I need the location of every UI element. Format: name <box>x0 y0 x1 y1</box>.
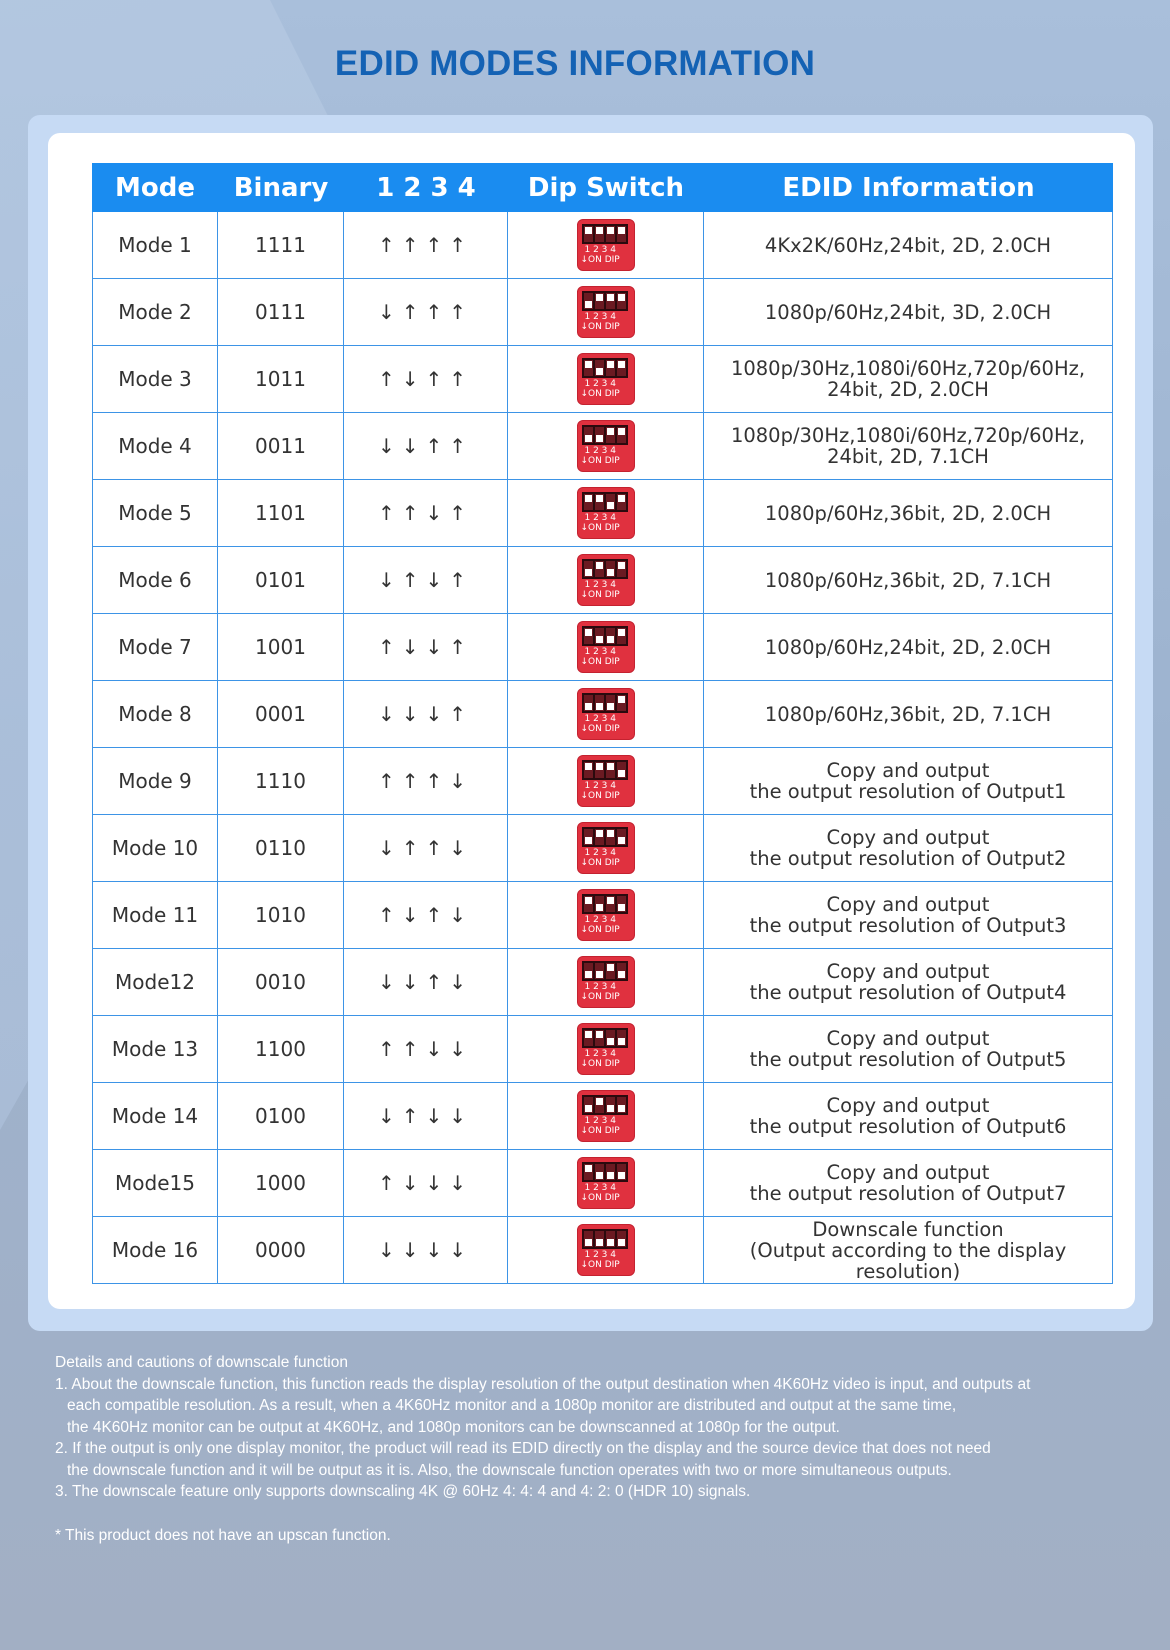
arrows-cell <box>344 212 508 279</box>
dip-switch-icon <box>577 1224 635 1276</box>
mode-cell: Mode 4 <box>92 413 218 480</box>
binary-cell: 0110 <box>218 815 344 882</box>
edid-info-cell <box>704 949 1113 1016</box>
arrows-cell <box>344 949 508 1016</box>
edid-info-cell <box>704 1150 1113 1217</box>
binary-cell: 1010 <box>218 882 344 949</box>
notes-line: 1. About the downscale function, this function reads the display resolution of the output destination when 4K60Hz video is input, and outputs at <box>55 1375 1031 1393</box>
mode-cell: Mode12 <box>92 949 218 1016</box>
switch-arrows: ↓↓↑↓ <box>377 970 474 994</box>
dip-switch-label: 1 2 3 4 ↓ON DIP <box>580 446 620 466</box>
dip-switch-icon <box>577 956 635 1008</box>
binary-cell: 1100 <box>218 1016 344 1083</box>
dip-switch-icon <box>577 1090 635 1142</box>
edid-info-line: Copy and output <box>826 759 990 782</box>
edid-info-line: 24bit, 2D, 2.0CH <box>827 378 989 401</box>
edid-info-line: 1080p/60Hz,36bit, 2D, 7.1CH <box>764 702 1052 726</box>
notes-line: the 4K60Hz monitor can be output at 4K60Hz, and 1080p monitors can be downscanned at 1080p for the output. <box>67 1418 840 1436</box>
dip-switch-label: 1 2 3 4 ↓ON DIP <box>580 1250 620 1270</box>
table-row <box>92 815 1113 882</box>
dip-switch-cell <box>508 614 704 681</box>
dip-switch-cell <box>508 547 704 614</box>
edid-info-line: the output resolution of Output1 <box>749 780 1067 803</box>
table-row <box>92 346 1113 413</box>
switch-arrows: ↓↑↑↑ <box>377 300 474 324</box>
notes-footnote: * This product does not have an upscan function. <box>55 1526 391 1544</box>
mode-cell: Mode 16 <box>92 1217 218 1284</box>
notes-heading: Details and cautions of downscale function <box>55 1354 348 1371</box>
edid-info-cell <box>704 547 1113 614</box>
mode-cell: Mode 10 <box>92 815 218 882</box>
edid-info-line: Copy and output <box>826 826 990 849</box>
dip-switch-icon <box>577 621 635 673</box>
table-body <box>92 212 1113 1284</box>
edid-info-cell <box>704 346 1113 413</box>
page-title: EDID MODES INFORMATION <box>334 44 816 83</box>
binary-cell: 0000 <box>218 1217 344 1284</box>
notes-line: 2. If the output is only one display monitor, the product will read its EDID directly on the display and the source device that does not need <box>55 1440 991 1457</box>
header-dip-switch: Dip Switch <box>527 172 685 203</box>
header-mode: Mode <box>115 172 195 203</box>
notes-line: each compatible resolution. As a result, when a 4K60Hz monitor and a 1080p monitor are distributed and output at the same time, <box>67 1397 957 1414</box>
dip-switch-cell <box>508 413 704 480</box>
dip-switch-label: 1 2 3 4 ↓ON DIP <box>580 379 620 399</box>
dip-switch-cell <box>508 1217 704 1284</box>
arrows-cell <box>344 480 508 547</box>
arrows-cell <box>344 614 508 681</box>
switch-arrows: ↑↓↑↑ <box>377 367 474 391</box>
dip-switch-label: 1 2 3 4 ↓ON DIP <box>580 982 620 1002</box>
edid-info-line: the output resolution of Output2 <box>749 847 1067 870</box>
dip-switch-label: 1 2 3 4 ↓ON DIP <box>580 312 620 332</box>
binary-cell: 1111 <box>218 212 344 279</box>
arrows-cell <box>344 1016 508 1083</box>
header-edid-information: EDID Information <box>782 172 1035 203</box>
dip-switch-icon <box>577 487 635 539</box>
edid-info-line: Copy and output <box>826 1027 990 1050</box>
mode-cell: Mode 11 <box>92 882 218 949</box>
dip-switch-cell <box>508 279 704 346</box>
dip-switch-label: 1 2 3 4 ↓ON DIP <box>580 580 620 600</box>
edid-info-line: the output resolution of Output3 <box>749 914 1067 937</box>
edid-info-line: Copy and output <box>826 1161 990 1184</box>
notes-list <box>55 1374 1135 1503</box>
table-row <box>92 279 1113 346</box>
binary-cell: 0111 <box>218 279 344 346</box>
edid-info-cell <box>704 1083 1113 1150</box>
dip-switch-label: 1 2 3 4 ↓ON DIP <box>580 781 620 801</box>
edid-info-line: 1080p/60Hz,36bit, 2D, 2.0CH <box>764 501 1052 525</box>
mode-cell: Mode 6 <box>92 547 218 614</box>
arrows-cell <box>344 815 508 882</box>
table-row <box>92 1217 1113 1284</box>
switch-arrows: ↓↑↑↓ <box>377 836 474 860</box>
dip-switch-label: 1 2 3 4 ↓ON DIP <box>580 714 620 734</box>
arrows-cell <box>344 346 508 413</box>
dip-switch-cell <box>508 212 704 279</box>
edid-info-line: 1080p/60Hz,24bit, 3D, 2.0CH <box>764 300 1052 324</box>
table-row <box>92 882 1113 949</box>
switch-arrows: ↓↓↑↑ <box>377 434 474 458</box>
mode-cell: Mode 7 <box>92 614 218 681</box>
arrows-cell <box>344 1217 508 1284</box>
switch-arrows: ↑↓↑↓ <box>377 903 474 927</box>
switch-arrows: ↓↓↓↑ <box>377 702 474 726</box>
arrows-cell <box>344 681 508 748</box>
edid-info-cell <box>704 413 1113 480</box>
dip-switch-cell <box>508 681 704 748</box>
edid-info-line: Copy and output <box>826 1094 990 1117</box>
dip-switch-cell <box>508 748 704 815</box>
table-row <box>92 949 1113 1016</box>
binary-cell: 0011 <box>218 413 344 480</box>
arrows-cell <box>344 1083 508 1150</box>
notes-line: the downscale function and it will be output as it is. Also, the downscale function operates with two or more simultaneous outputs. <box>67 1461 952 1479</box>
binary-cell: 1101 <box>218 480 344 547</box>
edid-info-cell <box>704 480 1113 547</box>
arrows-cell <box>344 748 508 815</box>
notes-line: 3. The downscale feature only supports downscaling 4K @ 60Hz 4: 4: 4 and 4: 2: 0 (HDR 10) signals. <box>55 1483 751 1500</box>
dip-switch-cell <box>508 1083 704 1150</box>
mode-cell: Mode 3 <box>92 346 218 413</box>
dip-switch-label: 1 2 3 4 ↓ON DIP <box>580 647 620 667</box>
mode-cell: Mode 5 <box>92 480 218 547</box>
binary-cell: 1011 <box>218 346 344 413</box>
edid-info-line: Copy and output <box>826 960 990 983</box>
table-row <box>92 748 1113 815</box>
table-row <box>92 1016 1113 1083</box>
switch-arrows: ↑↓↓↓ <box>377 1171 474 1195</box>
table-row <box>92 212 1113 279</box>
edid-info-line: the output resolution of Output6 <box>749 1115 1067 1138</box>
arrows-cell <box>344 547 508 614</box>
dip-switch-icon <box>577 1157 635 1209</box>
arrows-cell <box>344 279 508 346</box>
dip-switch-cell <box>508 1016 704 1083</box>
edid-info-cell <box>704 1016 1113 1083</box>
dip-switch-label: 1 2 3 4 ↓ON DIP <box>580 1116 620 1136</box>
edid-info-line: the output resolution of Output5 <box>749 1048 1067 1071</box>
switch-arrows: ↑↓↓↑ <box>377 635 474 659</box>
table-row <box>92 614 1113 681</box>
dip-switch-icon <box>577 889 635 941</box>
edid-info-cell <box>704 815 1113 882</box>
binary-cell: 1001 <box>218 614 344 681</box>
switch-arrows: ↑↑↑↓ <box>377 769 474 793</box>
table-row <box>92 480 1113 547</box>
header-binary: Binary <box>233 172 329 203</box>
edid-info-line: the output resolution of Output4 <box>749 981 1067 1004</box>
binary-cell: 0101 <box>218 547 344 614</box>
dip-switch-icon <box>577 822 635 874</box>
arrows-cell <box>344 413 508 480</box>
switch-arrows: ↑↑↑↑ <box>377 233 474 257</box>
switch-arrows: ↓↓↓↓ <box>377 1238 474 1262</box>
table-row <box>92 547 1113 614</box>
edid-info-line: 24bit, 2D, 7.1CH <box>827 445 989 468</box>
switch-arrows: ↓↑↓↑ <box>377 568 474 592</box>
switch-arrows: ↑↑↓↓ <box>377 1037 474 1061</box>
switch-arrows: ↓↑↓↓ <box>377 1104 474 1128</box>
mode-cell: Mode15 <box>92 1150 218 1217</box>
arrows-cell <box>344 1150 508 1217</box>
table-row <box>92 681 1113 748</box>
edid-info-line: 1080p/30Hz,1080i/60Hz,720p/60Hz, <box>730 357 1086 380</box>
dip-switch-icon <box>577 688 635 740</box>
binary-cell: 1110 <box>218 748 344 815</box>
edid-modes-table <box>92 163 1113 1284</box>
dip-switch-label: 1 2 3 4 ↓ON DIP <box>580 915 620 935</box>
edid-info-cell <box>704 279 1113 346</box>
dip-switch-icon <box>577 286 635 338</box>
dip-switch-icon <box>577 420 635 472</box>
edid-info-cell <box>704 614 1113 681</box>
dip-switch-label: 1 2 3 4 ↓ON DIP <box>580 1049 620 1069</box>
edid-info-line: 1080p/60Hz,24bit, 2D, 2.0CH <box>764 635 1052 659</box>
edid-info-line: 4Kx2K/60Hz,24bit, 2D, 2.0CH <box>764 233 1052 257</box>
dip-switch-label: 1 2 3 4 ↓ON DIP <box>580 513 620 533</box>
edid-info-line: Downscale function <box>812 1217 1004 1241</box>
dip-switch-label: 1 2 3 4 ↓ON DIP <box>580 848 620 868</box>
edid-info-cell <box>704 212 1113 279</box>
dip-switch-cell <box>508 480 704 547</box>
table-row <box>92 1150 1113 1217</box>
header-switch-numbers: 1 2 3 4 <box>376 172 476 203</box>
edid-info-line: 1080p/30Hz,1080i/60Hz,720p/60Hz, <box>730 424 1086 447</box>
dip-switch-cell <box>508 949 704 1016</box>
arrows-cell <box>344 882 508 949</box>
edid-info-line: 1080p/60Hz,36bit, 2D, 7.1CH <box>764 568 1052 592</box>
binary-cell: 0001 <box>218 681 344 748</box>
dip-switch-label: 1 2 3 4 ↓ON DIP <box>580 245 620 265</box>
mode-cell: Mode 8 <box>92 681 218 748</box>
edid-info-line: Copy and output <box>826 893 990 916</box>
dip-switch-cell <box>508 346 704 413</box>
mode-cell: Mode 14 <box>92 1083 218 1150</box>
dip-switch-label: 1 2 3 4 ↓ON DIP <box>580 1183 620 1203</box>
table-row <box>92 1083 1113 1150</box>
dip-switch-icon <box>577 353 635 405</box>
mode-cell: Mode 13 <box>92 1016 218 1083</box>
binary-cell: 0100 <box>218 1083 344 1150</box>
mode-cell: Mode 1 <box>92 212 218 279</box>
edid-info-cell <box>704 681 1113 748</box>
mode-cell: Mode 2 <box>92 279 218 346</box>
mode-cell: Mode 9 <box>92 748 218 815</box>
binary-cell: 0010 <box>218 949 344 1016</box>
edid-info-cell <box>704 882 1113 949</box>
dip-switch-cell <box>508 882 704 949</box>
table-header <box>92 163 1113 212</box>
table-row <box>92 413 1113 480</box>
dip-switch-icon <box>577 1023 635 1075</box>
edid-info-cell <box>704 1217 1113 1284</box>
downscale-notes <box>55 1352 1135 1546</box>
dip-switch-icon <box>577 219 635 271</box>
edid-info-line: the output resolution of Output7 <box>749 1182 1067 1205</box>
dip-switch-cell <box>508 1150 704 1217</box>
dip-switch-cell <box>508 815 704 882</box>
binary-cell: 1000 <box>218 1150 344 1217</box>
edid-info-cell <box>704 748 1113 815</box>
switch-arrows: ↑↑↓↑ <box>377 501 474 525</box>
edid-info-line: (Output according to the display resolution) <box>749 1238 1067 1283</box>
dip-switch-icon <box>577 755 635 807</box>
dip-switch-icon <box>577 554 635 606</box>
